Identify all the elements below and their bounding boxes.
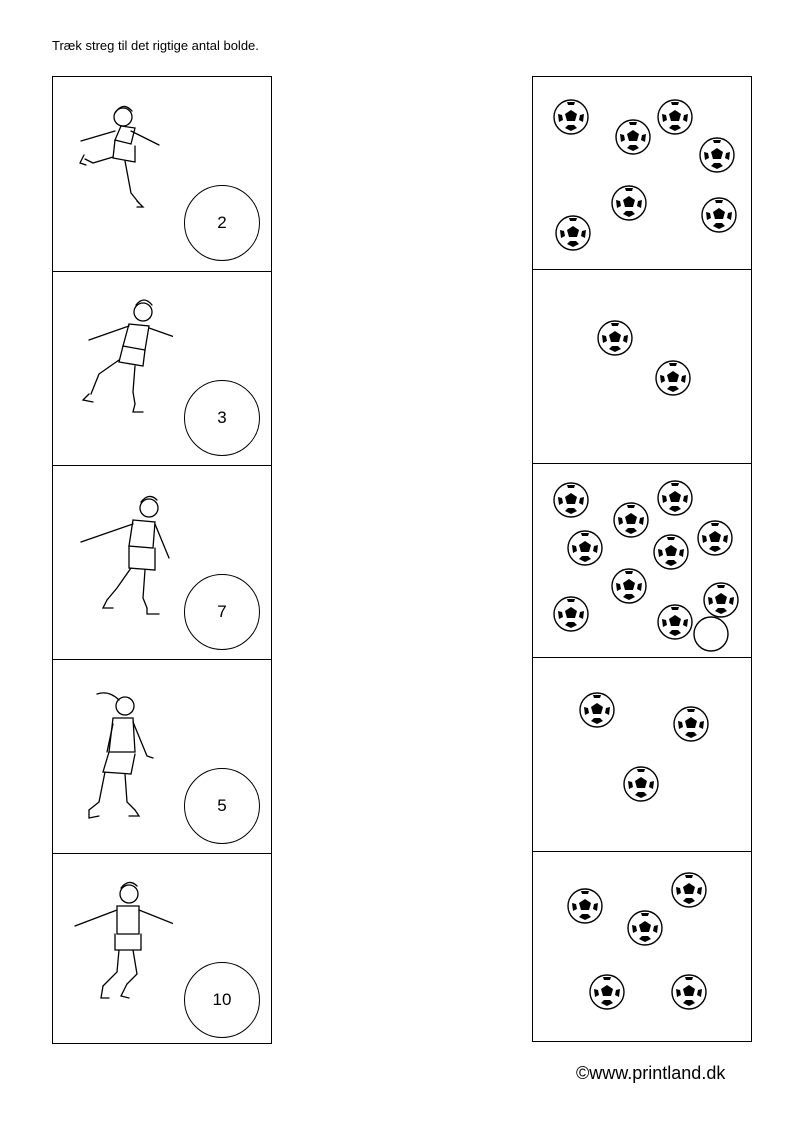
copyright-footer: ©www.printland.dk [576, 1063, 726, 1083]
soccer-ball-icon [577, 690, 617, 730]
soccer-ball-icon [669, 972, 709, 1012]
soccer-ball-icon [609, 566, 649, 606]
soccer-ball-icon [699, 195, 739, 235]
player-cell[interactable] [53, 853, 271, 1045]
soccer-ball-icon [611, 500, 651, 540]
instruction: Træk streg til det rigtige antal bolde. [52, 38, 259, 53]
soccer-ball-icon [653, 358, 693, 398]
player-boy-jumping-icon [63, 872, 173, 1027]
soccer-ball-icon [695, 518, 735, 558]
number-circle: 5 [184, 768, 260, 844]
soccer-ball-icon [565, 886, 605, 926]
player-cell[interactable] [53, 77, 271, 271]
number-circle: 3 [184, 380, 260, 456]
soccer-ball-icon [587, 972, 627, 1012]
soccer-ball-icon [669, 870, 709, 910]
player-cell[interactable] [53, 659, 271, 853]
soccer-ball-icon [655, 97, 695, 137]
ball-group-cell[interactable] [533, 463, 751, 657]
soccer-ball-icon [625, 908, 665, 948]
player-cell[interactable] [53, 465, 271, 659]
soccer-ball-icon [553, 213, 593, 253]
soccer-ball-icon [655, 478, 695, 518]
player-boy-jogging-icon [63, 484, 173, 639]
player-cell[interactable] [53, 271, 271, 465]
soccer-ball-icon [565, 528, 605, 568]
soccer-ball-icon [691, 614, 731, 654]
soccer-ball-icon [671, 704, 711, 744]
soccer-ball-icon [613, 117, 653, 157]
number-circle: 2 [184, 185, 260, 261]
balls-column [532, 76, 752, 1042]
soccer-ball-icon [655, 602, 695, 642]
ball-group-cell[interactable] [533, 851, 751, 1043]
soccer-ball-icon [651, 532, 691, 572]
players-column [52, 76, 272, 1044]
ball-group-cell[interactable] [533, 77, 751, 269]
player-boy-running-icon [63, 290, 173, 445]
soccer-ball-icon [551, 594, 591, 634]
number-circle: 10 [184, 962, 260, 1038]
soccer-ball-icon [621, 764, 661, 804]
ball-group-cell[interactable] [533, 657, 751, 851]
ball-group-cell[interactable] [533, 269, 751, 463]
player-girl-kicking-icon [63, 95, 173, 250]
player-girl-ponytail-icon [63, 678, 173, 833]
number-circle: 7 [184, 574, 260, 650]
soccer-ball-icon [609, 183, 649, 223]
soccer-ball-icon [551, 480, 591, 520]
soccer-ball-icon [595, 318, 635, 358]
soccer-ball-icon [697, 135, 737, 175]
soccer-ball-icon [551, 97, 591, 137]
